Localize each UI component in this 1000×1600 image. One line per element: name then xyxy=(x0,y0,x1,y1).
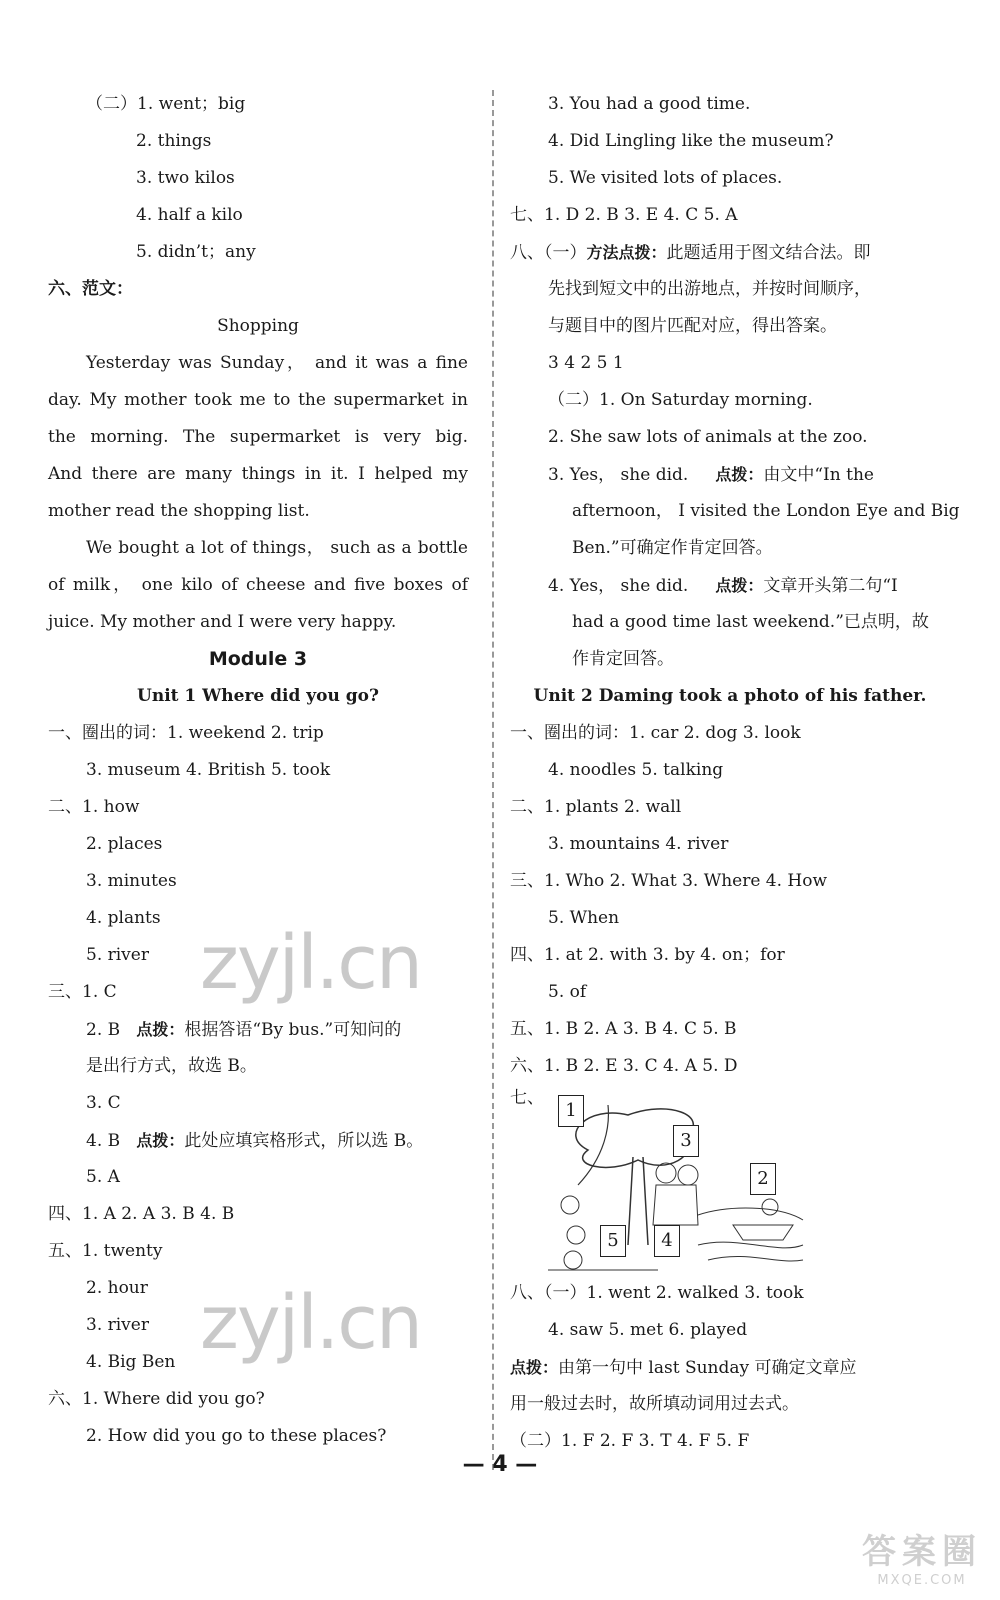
answer-line: 作肯定回答。 xyxy=(572,649,674,669)
essay-line: the morning. The supermarket is very big. xyxy=(48,427,468,447)
answer-line: 是出行方式，故选 B。 xyxy=(86,1056,257,1076)
answer-line: 点拨：由第一句中 last Sunday 可确定文章应 xyxy=(510,1358,857,1378)
answer-line: 八、（一）1. went 2. walked 3. took xyxy=(510,1283,804,1303)
answer-line: 2. things xyxy=(136,131,212,151)
answer-line: 三、1. Who 2. What 3. Where 4. How xyxy=(510,871,828,891)
essay-line: of milk， one kilo of cheese and five boxes of xyxy=(48,575,468,595)
answer-line: afternoon， I visited the London Eye and Big xyxy=(572,501,960,521)
picture-number-box: 3 xyxy=(673,1125,699,1157)
answer-line: 六、1. B 2. E 3. C 4. A 5. D xyxy=(510,1056,738,1076)
module-heading: Module 3 xyxy=(208,648,308,670)
answer-line: 2. How did you go to these places? xyxy=(86,1426,387,1446)
answer-line: 3. minutes xyxy=(86,871,177,891)
essay-line: Yesterday was Sunday， and it was a fine xyxy=(86,353,468,373)
column-divider xyxy=(492,90,494,1470)
answer-line: 2. hour xyxy=(86,1278,148,1298)
answer-line: 2. places xyxy=(86,834,163,854)
answer-line: 2. She saw lots of animals at the zoo. xyxy=(548,427,868,447)
answer-line: 六、1. Where did you go? xyxy=(48,1389,265,1409)
answer-line: 三、1. C xyxy=(48,982,117,1002)
tip-label: 点拨： xyxy=(510,1358,559,1377)
answer-line: 3. You had a good time. xyxy=(548,94,751,114)
essay-line: And there are many things in it. I helped my xyxy=(48,464,468,484)
answer-line: 3 4 2 5 1 xyxy=(548,353,624,373)
unit-heading: Unit 2 Daming took a photo of his father. xyxy=(533,686,927,706)
answer-line: 4. Yes， she did. 点拨：文章开头第二句“I xyxy=(548,576,898,596)
answer-line: 5. didn’t；any xyxy=(136,242,256,262)
park-illustration xyxy=(548,1095,808,1275)
answer-line: 3. mountains 4. river xyxy=(548,834,729,854)
answer-line: 5. of xyxy=(548,982,587,1002)
answer-line: 3. two kilos xyxy=(136,168,235,188)
answer-line: 五、1. B 2. A 3. B 4. C 5. B xyxy=(510,1019,737,1039)
answer-line: 用一般过去时，故所填动词用过去式。 xyxy=(510,1394,799,1414)
answer-line: 2. B 点拨：根据答语“By bus.”可知问的 xyxy=(86,1020,402,1040)
answer-line: 一、圈出的词：1. car 2. dog 3. look xyxy=(510,723,801,743)
tip-label: 点拨： xyxy=(715,576,764,595)
method-label: 方法点拨： xyxy=(586,243,667,262)
answer-line: 四、1. at 2. with 3. by 4. on；for xyxy=(510,945,785,965)
picture-number-box: 4 xyxy=(654,1225,680,1257)
answer-line: 4. Big Ben xyxy=(86,1352,176,1372)
answer-line: 4. half a kilo xyxy=(136,205,243,225)
answer-line: （二）1. On Saturday morning. xyxy=(548,390,813,410)
tip-label: 点拨： xyxy=(136,1131,185,1150)
tip-label: 点拨： xyxy=(136,1020,185,1039)
answer-line: 5. We visited lots of places. xyxy=(548,168,783,188)
corner-watermark xyxy=(862,1524,982,1588)
answer-line: 5. river xyxy=(86,945,149,965)
picture-number-box: 5 xyxy=(600,1225,626,1257)
essay-title: Shopping xyxy=(217,316,299,336)
answer-line: 先找到短文中的出游地点，并按时间顺序， xyxy=(548,279,871,299)
watermark-text: zyjl.cn xyxy=(200,1280,421,1366)
tip-label: 点拨： xyxy=(715,465,764,484)
answer-line: 5. A xyxy=(86,1167,120,1187)
essay-line: mother read the shopping list. xyxy=(48,501,310,521)
answer-line: 一、圈出的词：1. weekend 2. trip xyxy=(48,723,324,743)
picture-number-box: 1 xyxy=(558,1095,584,1127)
answer-line: 4. noodles 5. talking xyxy=(548,760,724,780)
answer-line: 五、1. twenty xyxy=(48,1241,163,1261)
answer-label: 七、 xyxy=(510,1088,544,1108)
essay-line: We bought a lot of things， such as a bottle xyxy=(86,538,468,558)
answer-line: 4. B 点拨：此处应填宾格形式，所以选 B。 xyxy=(86,1131,424,1151)
answer-line: 5. When xyxy=(548,908,620,928)
answer-line: 4. Did Lingling like the museum? xyxy=(548,131,834,151)
answer-line: 四、1. A 2. A 3. B 4. B xyxy=(48,1204,235,1224)
essay-line: juice. My mother and I were very happy. xyxy=(48,612,397,632)
corner-watermark-top: 答案圈 xyxy=(862,1532,982,1572)
answer-line: 3. river xyxy=(86,1315,149,1335)
answer-line: 二、1. how xyxy=(48,797,140,817)
answer-line: had a good time last weekend.”已点明，故 xyxy=(572,612,929,632)
page-number: — 4 — xyxy=(462,1452,538,1477)
answer-line: 4. saw 5. met 6. played xyxy=(548,1320,748,1340)
answer-line: 二、1. plants 2. wall xyxy=(510,797,682,817)
answer-line: 与题目中的图片匹配对应，得出答案。 xyxy=(548,316,837,336)
section-label: 六、范文： xyxy=(48,279,133,299)
unit-heading: Unit 1 Where did you go? xyxy=(137,686,379,706)
answer-line: （二）1. went；big xyxy=(86,94,246,114)
answer-line: 3. Yes， she did. 点拨：由文中“In the xyxy=(548,465,874,485)
answer-line: 3. museum 4. British 5. took xyxy=(86,760,331,780)
answer-line: （二）1. F 2. F 3. T 4. F 5. F xyxy=(510,1431,750,1451)
picture-number-box: 2 xyxy=(750,1163,776,1195)
answer-line: 3. C xyxy=(86,1093,121,1113)
corner-watermark-bottom: MXQE.COM xyxy=(877,1573,967,1588)
watermark-text: zyjl.cn xyxy=(200,920,421,1006)
right-column xyxy=(510,86,960,1460)
answer-line: Ben.”可确定作肯定回答。 xyxy=(572,538,773,558)
essay-line: day. My mother took me to the supermarket in xyxy=(48,390,468,410)
answer-line: 七、1. D 2. B 3. E 4. C 5. A xyxy=(510,205,738,225)
answer-line: 八、（一）方法点拨：此题适用于图文结合法。即 xyxy=(510,243,871,263)
left-column xyxy=(48,86,468,1455)
answer-line: 4. plants xyxy=(86,908,161,928)
